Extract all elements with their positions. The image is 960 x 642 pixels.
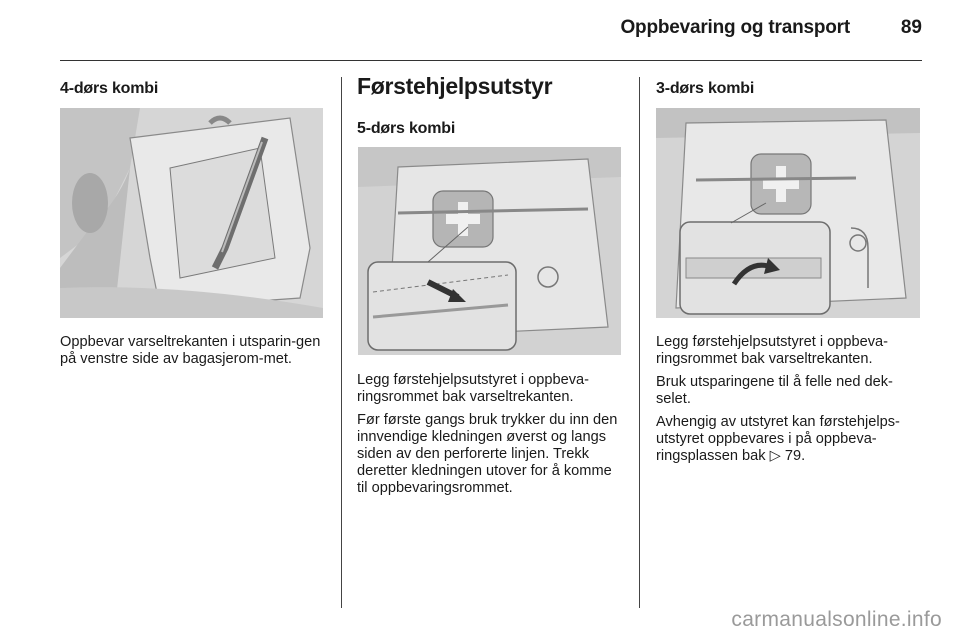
header-rule bbox=[60, 60, 922, 61]
column-1-body bbox=[60, 334, 325, 374]
paragraph: Bruk utsparingene til å felle ned dek-selet. bbox=[656, 374, 893, 407]
column-2-body bbox=[357, 372, 625, 503]
first-aid-illustration-3-door bbox=[656, 108, 920, 318]
column-3-body bbox=[656, 334, 924, 471]
watermark: carmanualsonline.info bbox=[731, 608, 942, 631]
paragraph: Legg førstehjelpsutstyret i oppbeva-ringsrommet bak varseltrekanten. bbox=[656, 334, 889, 367]
section-heading-3-door: 3-dørs kombi bbox=[656, 80, 755, 97]
column-divider-2 bbox=[639, 77, 640, 608]
trunk-illustration-4-door bbox=[60, 108, 323, 318]
first-aid-illustration-5-door bbox=[358, 147, 621, 355]
section-heading-4-door: 4-dørs kombi bbox=[60, 80, 159, 97]
paragraph: Avhengig av utstyret kan førstehjelps-utstyret oppbevares i på oppbeva-ringsplassen bak ▷ 79. bbox=[656, 414, 900, 464]
paragraph: Legg førstehjelpsutstyret i oppbeva-ringsrommet bak varseltrekanten. bbox=[357, 372, 590, 405]
running-header-title: Oppbevaring og transport bbox=[620, 17, 850, 38]
section-title-first-aid: Førstehjelpsutstyr bbox=[357, 73, 553, 99]
page-number: 89 bbox=[900, 17, 922, 38]
paragraph: Oppbevar varseltrekanten i utsparin-gen på venstre side av bagasjerom-met. bbox=[60, 334, 321, 367]
column-divider-1 bbox=[341, 77, 342, 608]
paragraph: Før første gangs bruk trykker du inn den innvendige kledningen øverst og langs siden av den perforerte linjen. Trekk deretter kledningen utover for å komme til oppbevaringsrommet. bbox=[357, 412, 618, 496]
section-heading-5-door: 5-dørs kombi bbox=[357, 120, 456, 137]
